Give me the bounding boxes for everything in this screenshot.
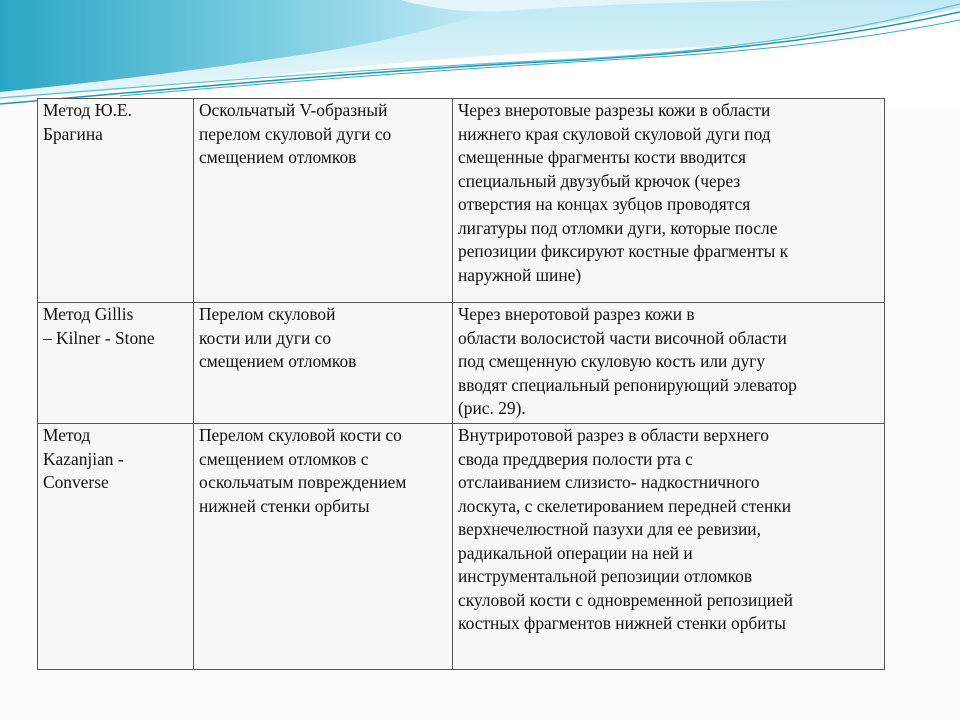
fracture-cell [194, 424, 453, 670]
fracture-text: Перелом скуловой кости со смещением отломков с оскольчатым повреждением нижней стенки орбиты [199, 425, 407, 516]
method-text: Метод Gillis – Kilner - Stone [43, 304, 155, 348]
method-text: Метод Kazanjian - Converse [43, 425, 124, 492]
table-row [38, 99, 885, 303]
method-cell [38, 303, 194, 424]
description-cell [453, 303, 885, 424]
description-cell [453, 99, 885, 303]
fracture-text: Перелом скуловой кости или дуги со смещением отломков [199, 304, 357, 371]
method-cell [38, 424, 194, 670]
fracture-text: Оскольчатый V-образный перелом скуловой дуги со смещением отломков [199, 100, 392, 167]
fracture-cell [194, 99, 453, 303]
description-text: Через внеротовой разрез кожи в области волосистой части височной области под смещенную скуловую кость или дугу вводят специальный репонирующий элеватор (рис. 29). [458, 304, 797, 418]
method-text: Метод Ю.Е. Брагина [43, 100, 132, 144]
table-row [38, 424, 885, 670]
description-text: Внутриротовой разрез в области верхнего свода преддверия полости рта с отслаиванием слизисто- надкостничного лоскута, с скелетированием передней стенки верхнечелюстной пазухи для ее ревизии, радикальной операции на ней и инструментальной репозиции отломков скуловой кости с одновременной репозицией костных фрагментов нижней стенки орбиты [458, 425, 793, 633]
method-cell [38, 99, 194, 303]
methods-table [37, 98, 885, 670]
wave-header-decoration [0, 0, 960, 110]
fracture-cell [194, 303, 453, 424]
description-text: Через внеротовые разрезы кожи в области нижнего края скуловой скуловой дуги под смещенные фрагменты кости вводится специальный двузубый крючок (через отверстия на концах зубцов проводятся лигатуры под отломки дуги, которые после репозиции фиксируют костные фрагменты к наружной шине) [458, 100, 789, 285]
description-cell [453, 424, 885, 670]
table-row [38, 303, 885, 424]
